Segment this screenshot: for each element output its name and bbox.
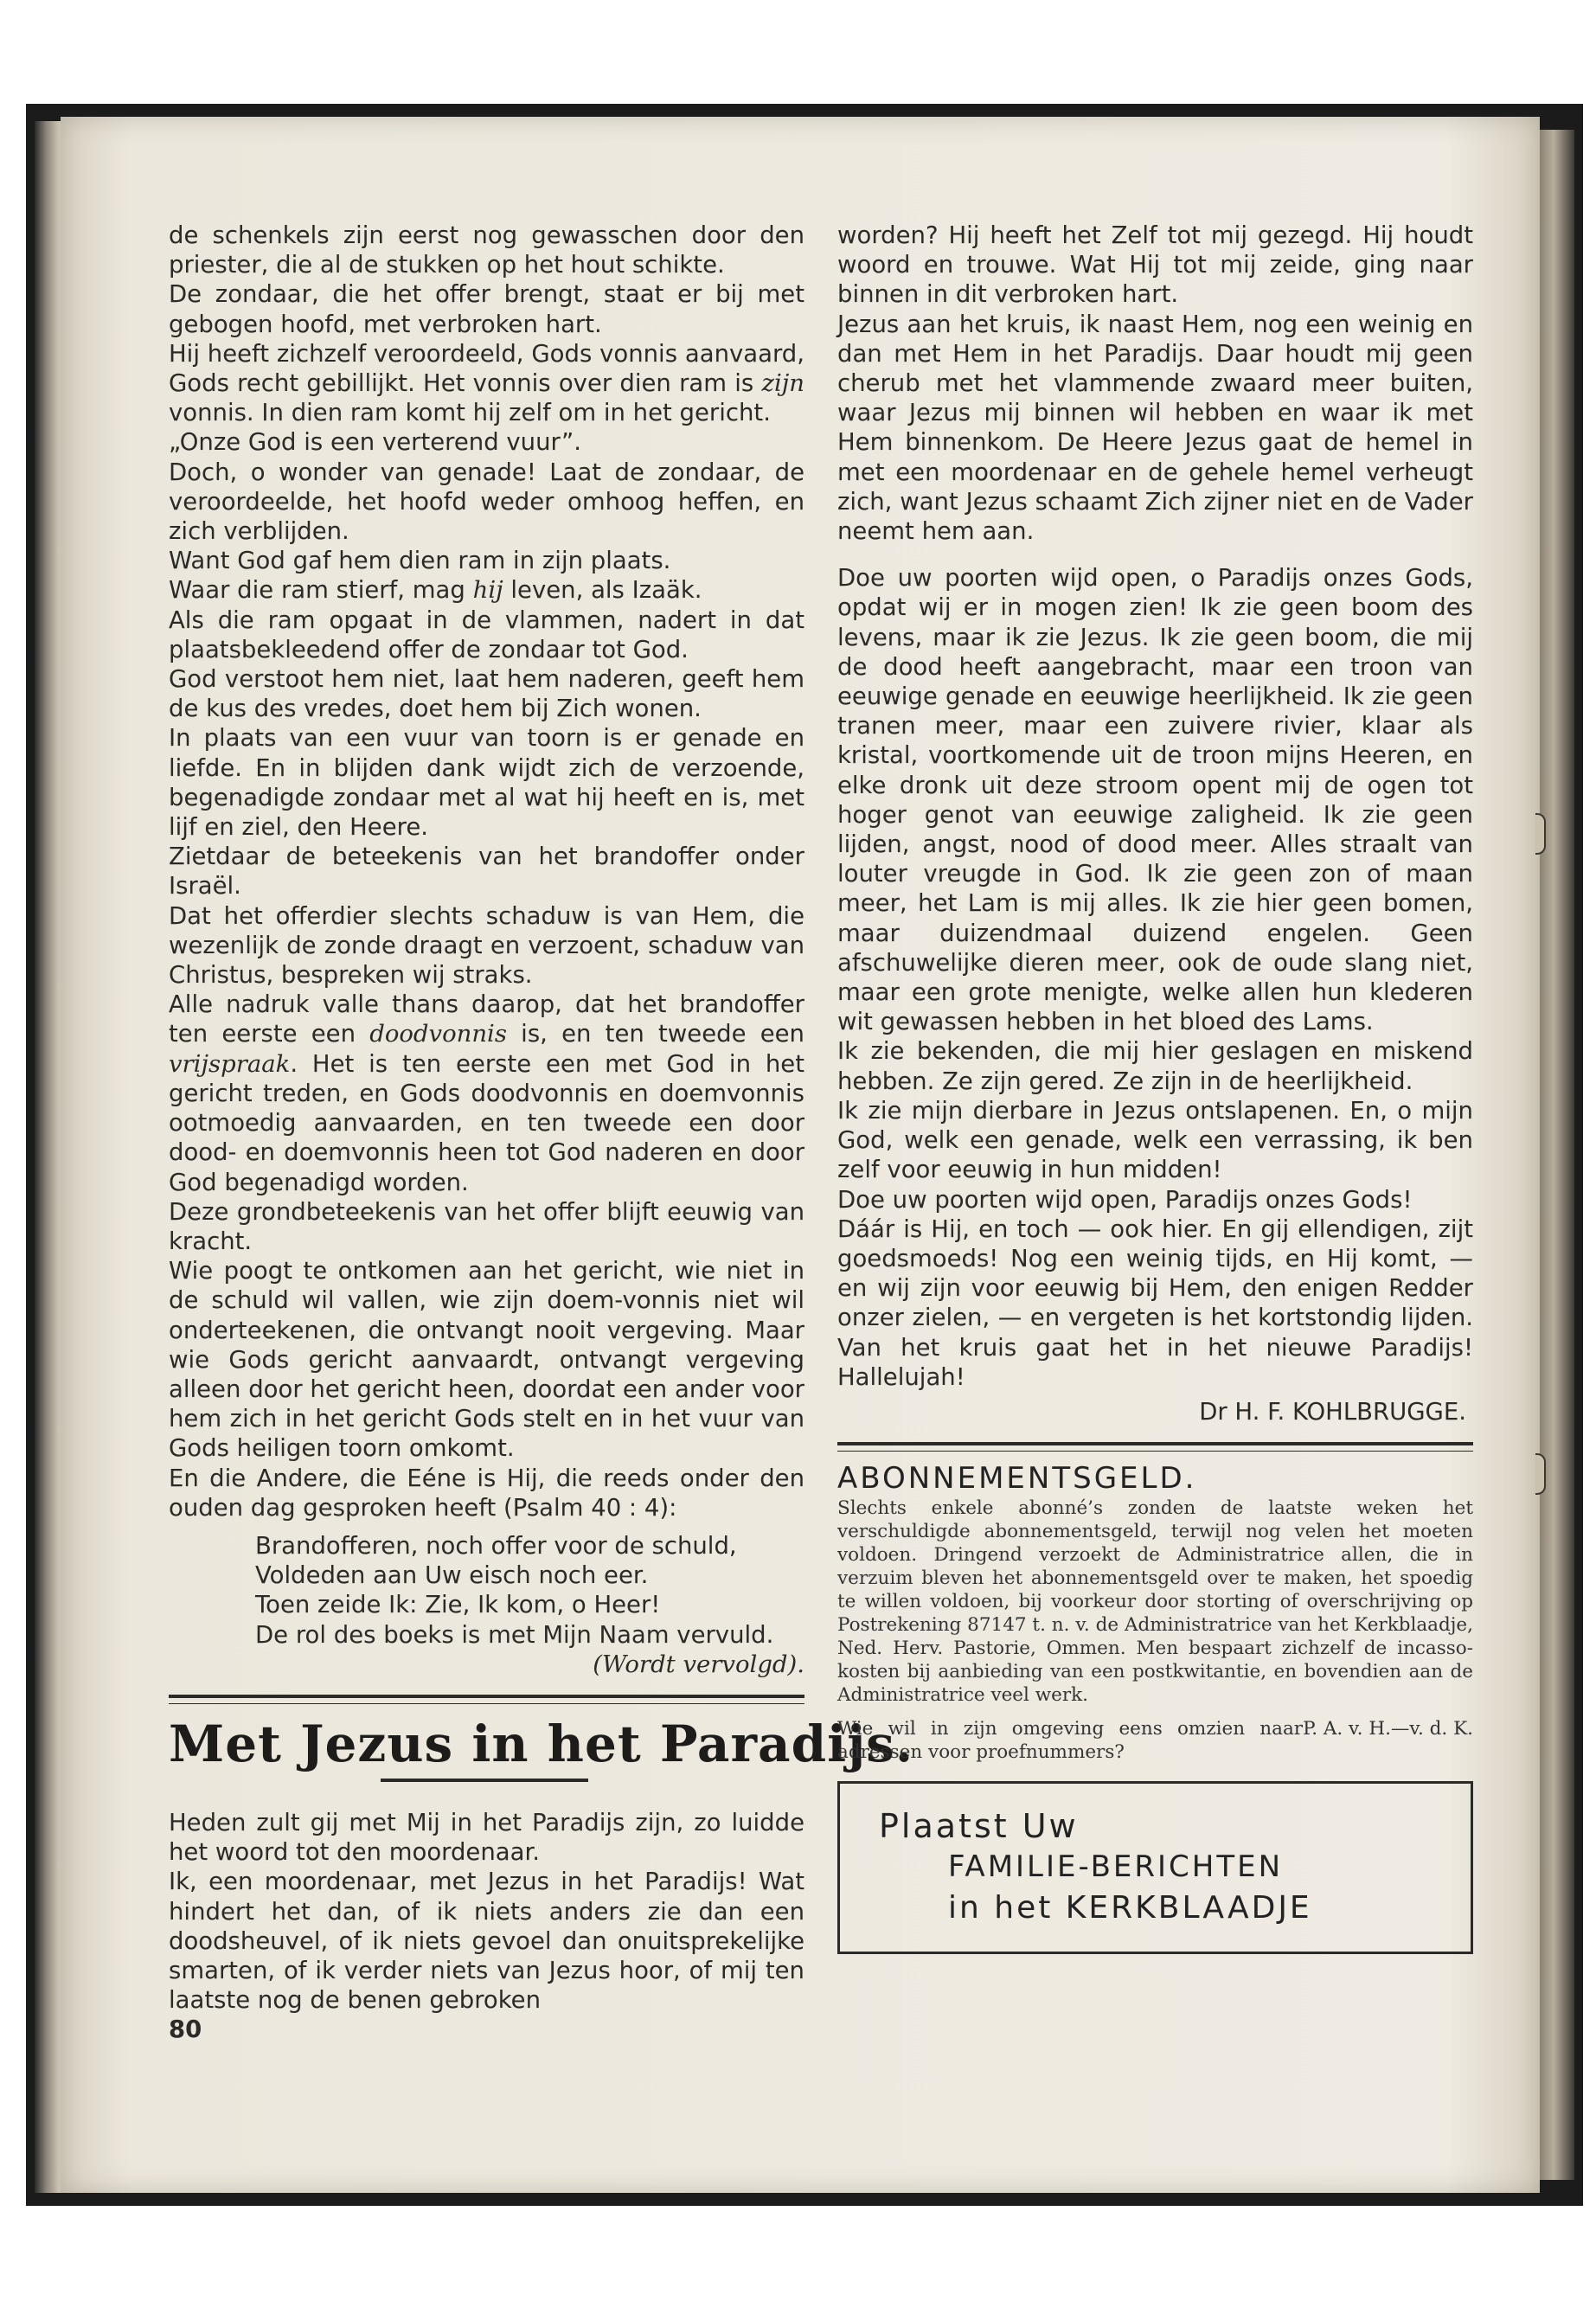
poem-line: Voldeden aan Uw eisch noch eer.	[255, 1561, 649, 1590]
note-signature: P. A. v. H.—v. d. K.	[1303, 1718, 1473, 1740]
paragraph: Deze grondbeteekenis van het offer blijft eeuwig van kracht.	[169, 1197, 804, 1255]
paragraph: De zondaar, die het offer brengt, staat er bij met gebogen hoofd, met verbroken hart.	[169, 280, 804, 338]
paragraph: Doch, o wonder van genade! Laat de zondaar, de veroordeelde, het hoofd weder omhoog heffen, en zich verblijden.	[169, 458, 804, 546]
right-column	[837, 221, 1473, 1954]
poem-line: Toen zeide Ik: Zie, Ik kom, o Heer!	[255, 1591, 661, 1619]
advert-line: in het KERKBLAADJE	[948, 1890, 1312, 1926]
paragraph: In plaats van een vuur van toorn is er genade en liefde. En in blijden dank wijdt zich de verzoende, begenadigde zondaar met al wat hij heeft en is, met lijf en ziel, den Heere.	[169, 724, 804, 842]
paragraph: „Onze God is een verterend vuur”.	[169, 428, 581, 457]
article-title: Met Jezus in het Paradijs.	[169, 1714, 914, 1773]
page-tab-marker	[1535, 813, 1546, 855]
poem-line: De rol des boeks is met Mijn Naam vervuld.	[255, 1620, 774, 1649]
advert-line: Plaatst Uw	[879, 1807, 1079, 1846]
paragraph: Hij heeft zichzelf veroordeeld, Gods vonnis aanvaard, Gods recht gebillijkt. Het vonnis over dien ram is zijn vonnis. In dien ram komt hij zelf om in het gericht.	[169, 339, 804, 427]
paragraph: Doe uw poorten wijd open, Paradijs onzes Gods!	[837, 1185, 1413, 1214]
paragraph: Alle nadruk valle thans daarop, dat het brandoffer ten eerste een doodvonnis is, en ten tweede een vrijspraak. Het is ten eerste een met God in het gericht treden, en Gods doodvonnis en doemvonnis ootmoedig aanvaarden, en ten tweede een door dood- en doemvonnis heen tot God naderen en door God begenadigd worden.	[169, 990, 804, 1196]
italic-word: vrijspraak	[169, 1049, 291, 1078]
paragraph: God verstoot hem niet, laat hem naderen, geeft hem de kus des vredes, doet hem bij Zich wonen.	[169, 665, 804, 723]
paragraph: Wie poogt te ontkomen aan het gericht, wie niet in de schuld wil vallen, wie zijn doem-vonnis niet wil onderteekenen, die ontvangt nooit vergeving. Maar wie Gods gericht aanvaardt, ontvangt vergeving alleen door het gericht heen, doordat een ander voor hem zich in het gericht Gods stelt en in het vuur van Gods heiligen toorn omkomt.	[169, 1257, 804, 1463]
subscription-note	[837, 1717, 1473, 1764]
advert-line: FAMILIE-BERICHTEN	[948, 1849, 1284, 1885]
paragraph: Zietdaar de beteekenis van het brandoffer onder Israël.	[169, 843, 804, 901]
paragraph: Dat het offerdier slechts schaduw is van Hem, die wezenlijk de zonde draagt en verzoent, schaduw van Christus, bespreken wij straks.	[169, 901, 804, 990]
paragraph: de schenkels zijn eerst nog gewasschen door den priester, die al de stukken op het hout schikte.	[169, 221, 804, 279]
italic-word: hij	[472, 576, 503, 605]
paragraph: Waar die ram stierf, mag hij leven, als Izaäk.	[169, 576, 702, 605]
advert-box	[837, 1781, 1473, 1954]
paragraph: Want God gaf hem dien ram in zijn plaats.	[169, 547, 671, 575]
psalm-quote	[255, 1531, 804, 1650]
subscription-text: Slechts enkele abonné’s zonden de laatste weken het verschuldigde abonnementsgeld, terwijl nog velen het moeten voldoen. Dringend verzoekt de Administratrice allen, die in verzuim bleven het abonnementsgeld over te maken, het spoedig te willen voldoen, bij voorkeur door storting of overschrijving op Postrekening 87147 t. n. v. de Administratrice van het Kerkblaadje, Ned. Herv. Pastorie, Ommen. Men bespaart zichzelf de incasso-kosten bij aanbieding van een postkwitantie, en bovendien aan de Administratrice veel werk.	[837, 1497, 1473, 1707]
italic-word: zijn	[761, 369, 804, 398]
title-underline	[381, 1779, 588, 1782]
paragraph: Dáár is Hij, en toch — ook hier. En gij ellendigen, zijt goedsmoeds! Nog een weinig tijds, en Hij komt, — en wij zijn voor eeuwig bij Hem, den enigen Redder onzer zielen, — en vergeten is het kortstondig lijden. Van het kruis gaat het in het nieuwe Paradijs! Hallelujah!	[837, 1215, 1473, 1391]
paragraph: Ik zie bekenden, die mij hier geslagen en miskend hebben. Ze zijn gered. Ze zijn in de heerlijkheid.	[837, 1037, 1473, 1095]
paragraph: En die Andere, die Eéne is Hij, die reeds onder den ouden dag gesproken heeft (Psalm 40 : 4):	[169, 1464, 804, 1522]
paragraph: Heden zult gij met Mij in het Paradijs zijn, zo luidde het woord tot den moordenaar.	[169, 1808, 804, 1867]
paragraph: Ik zie mijn dierbare in Jezus ontslapenen. En, o mijn God, welk een genade, welk een verrassing, ik ben zelf voor eeuwig in hun midden!	[837, 1096, 1473, 1184]
poem-line: Brandofferen, noch offer voor de schuld,	[255, 1531, 737, 1560]
section-divider	[169, 1695, 804, 1704]
italic-word: doodvonnis	[369, 1020, 507, 1048]
paragraph: Als die ram opgaat in de vlammen, nadert in dat plaatsbekleedend offer de zondaar tot God.	[169, 606, 804, 663]
signature: Dr H. F. KOHLBRUGGE.	[1199, 1397, 1466, 1426]
page-number: 80	[169, 2016, 202, 2044]
note-text: Wie wil in zijn omgeving eens omzien naar adressen voor proefnummers?	[837, 1718, 1304, 1764]
paragraph: Jezus aan het kruis, ik naast Hem, nog een weinig en dan met Hem in het Paradijs. Daar houdt mij geen cherub met het vlammende zwaard meer buiten, waar Jezus mij binnen wil hebben en waar ik met Hem binnenkom. De Heere Jezus gaat de hemel in met een moordenaar en de gehele hemel verheugt zich, want Jezus schaamt Zich zijner niet en de Vader neemt hem aan.	[837, 310, 1473, 546]
paragraph: Ik, een moordenaar, met Jezus in het Paradijs! Wat hindert het dan, of ik niets anders zie dan een doodsheuvel, of ik niets gevoel dan onuitsprekelijke smarten, of ik verder niets van Jezus hoor, of mij ten laatste nog de benen gebroken	[169, 1868, 804, 2015]
paragraph: worden? Hij heeft het Zelf tot mij gezegd. Hij houdt woord en trouwe. Wat Hij tot mij zeide, ging naar binnen in dit verbroken hart.	[837, 221, 1473, 309]
left-column	[169, 221, 914, 2045]
subscription-heading: ABONNEMENTSGELD.	[837, 1461, 1197, 1497]
paragraph: Doe uw poorten wijd open, o Paradijs onzes Gods, opdat wij er in mogen zien! Ik zie geen boom des levens, maar ik zie Jezus. Ik zie geen boom, die mij de dood heeft aangebracht, maar een troon van eeuwige genade en eeuwige heerlijkheid. Ik zie geen tranen meer, maar een zuivere rivier, klaar als kristal, voortkomende uit de troon mijns Heeren, en elke dronk uit deze stroom opent mij de ogen tot hoger genot van eeuwige zaligheid. Ik zie geen lijden, angst, nood of dood meer. Alles straalt van louter vreugde in God. Ik zie geen zon of maan meer, het Lam is mij alles. Ik zie hier geen bomen, maar duizendmaal duizend engelen. Geen afschuwelijke dieren meer, ook de oude slang niet, maar een grote menigte, welke allen hun klederen wit gewassen hebben in het bloed des Lams.	[837, 564, 1473, 1036]
to-be-continued: (Wordt vervolgd).	[593, 1650, 804, 1678]
section-divider	[837, 1442, 1473, 1452]
page-edge	[1540, 130, 1574, 2180]
page-tab-marker	[1535, 1453, 1546, 1495]
